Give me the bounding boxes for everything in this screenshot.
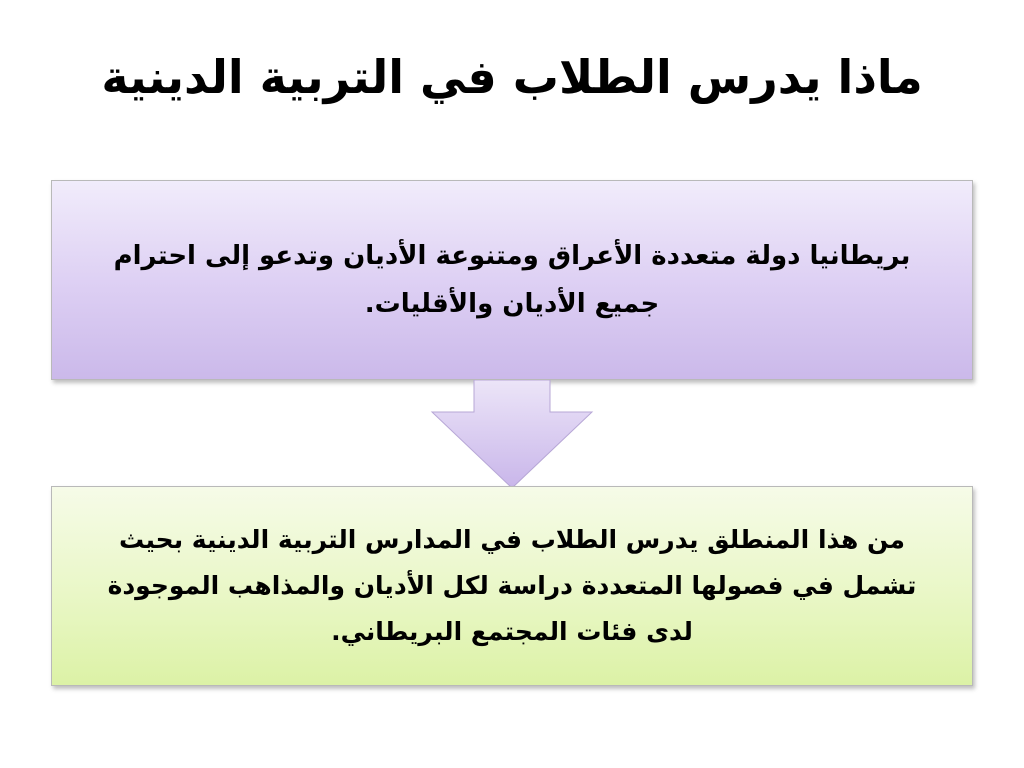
top-box-text: بريطانيا دولة متعددة الأعراق ومتنوعة الأديان وتدعو إلى احترام جميع الأديان والأقليات. (113, 241, 911, 319)
bottom-text-box (51, 486, 973, 686)
bottom-box-text: من هذا المنطلق يدرس الطلاب في المدارس التربية الدينية بحيث تشمل في فصولها المتعددة دراسة لكل الأديان والمذاهب الموجودة لدى فئات المجتمع البريطاني. (107, 525, 917, 646)
top-text-box (51, 180, 973, 380)
slide-title: ماذا يدرس الطلاب في التربية الدينية (101, 50, 923, 104)
down-arrow-shape (432, 380, 592, 488)
down-arrow-icon (430, 380, 594, 490)
